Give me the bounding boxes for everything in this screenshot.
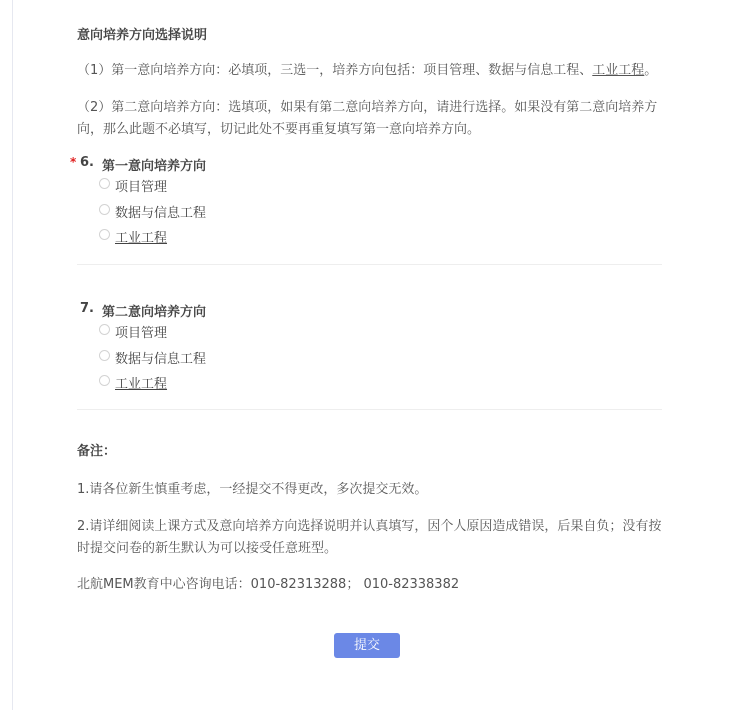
submit-button[interactable]: 提交 — [334, 633, 400, 658]
option-label[interactable]: 数据与信息工程 — [115, 205, 207, 221]
question-number: 6. — [80, 155, 94, 170]
option-project-management[interactable] — [77, 173, 667, 199]
question-header — [77, 299, 667, 319]
option-project-management[interactable] — [77, 319, 667, 345]
question-7 — [77, 299, 667, 396]
instruction-para-1-text: （1）第一意向培养方向：必填项，三选一，培养方向包括：项目管理、数据与信息工程、 — [77, 63, 593, 78]
radio-button[interactable] — [99, 229, 110, 240]
option-label[interactable]: 数据与信息工程 — [115, 351, 207, 367]
radio-button[interactable] — [99, 350, 110, 361]
question-title: 第一意向培养方向 — [102, 159, 207, 174]
option-data-info-engineering[interactable] — [77, 345, 667, 371]
instruction-para-1-underlined: 工业工程 — [592, 63, 645, 78]
option-data-info-engineering[interactable] — [77, 199, 667, 225]
section-title: 意向培养方向选择说明 — [77, 28, 208, 43]
question-6 — [70, 153, 667, 250]
notes-title: 备注： — [77, 444, 117, 459]
option-industrial-engineering[interactable] — [77, 224, 667, 250]
instruction-para-1 — [77, 60, 667, 82]
question-number: 7. — [80, 301, 94, 316]
radio-button[interactable] — [99, 375, 110, 386]
note-line-1: 1.请各位新生慎重考虑，一经提交不得更改，多次提交无效。 — [77, 482, 428, 497]
radio-button[interactable] — [99, 204, 110, 215]
option-label[interactable]: 工业工程 — [115, 377, 168, 392]
option-label[interactable]: 工业工程 — [115, 231, 168, 246]
option-industrial-engineering[interactable] — [77, 370, 667, 396]
question-divider — [77, 409, 662, 410]
option-label[interactable]: 项目管理 — [115, 180, 168, 195]
contact-phone-note: 北航MEM教育中心咨询电话：010-82313288； 010-82338382 — [77, 577, 460, 592]
question-header — [70, 153, 667, 174]
instruction-para-1-end: 。 — [644, 63, 658, 78]
option-label[interactable]: 项目管理 — [115, 326, 168, 341]
note-line-2: 2.请详细阅读上课方式及意向培养方向选择说明并认真填写，因个人原因造成错误，后果自负；没有按时提交问卷的新生默认为可以接受任意班型。 — [77, 519, 662, 556]
required-asterisk: * — [70, 155, 77, 169]
question-title: 第二意向培养方向 — [102, 305, 207, 320]
question-divider — [77, 264, 662, 265]
radio-button[interactable] — [99, 178, 110, 189]
instruction-para-2: （2）第二意向培养方向：选填项，如果有第二意向培养方向，请进行选择。如果没有第二意向培养方向，那么此题不必填写，切记此处不要再重复填写第一意向培养方向。 — [77, 100, 658, 137]
radio-button[interactable] — [99, 324, 110, 335]
left-border — [12, 0, 13, 710]
